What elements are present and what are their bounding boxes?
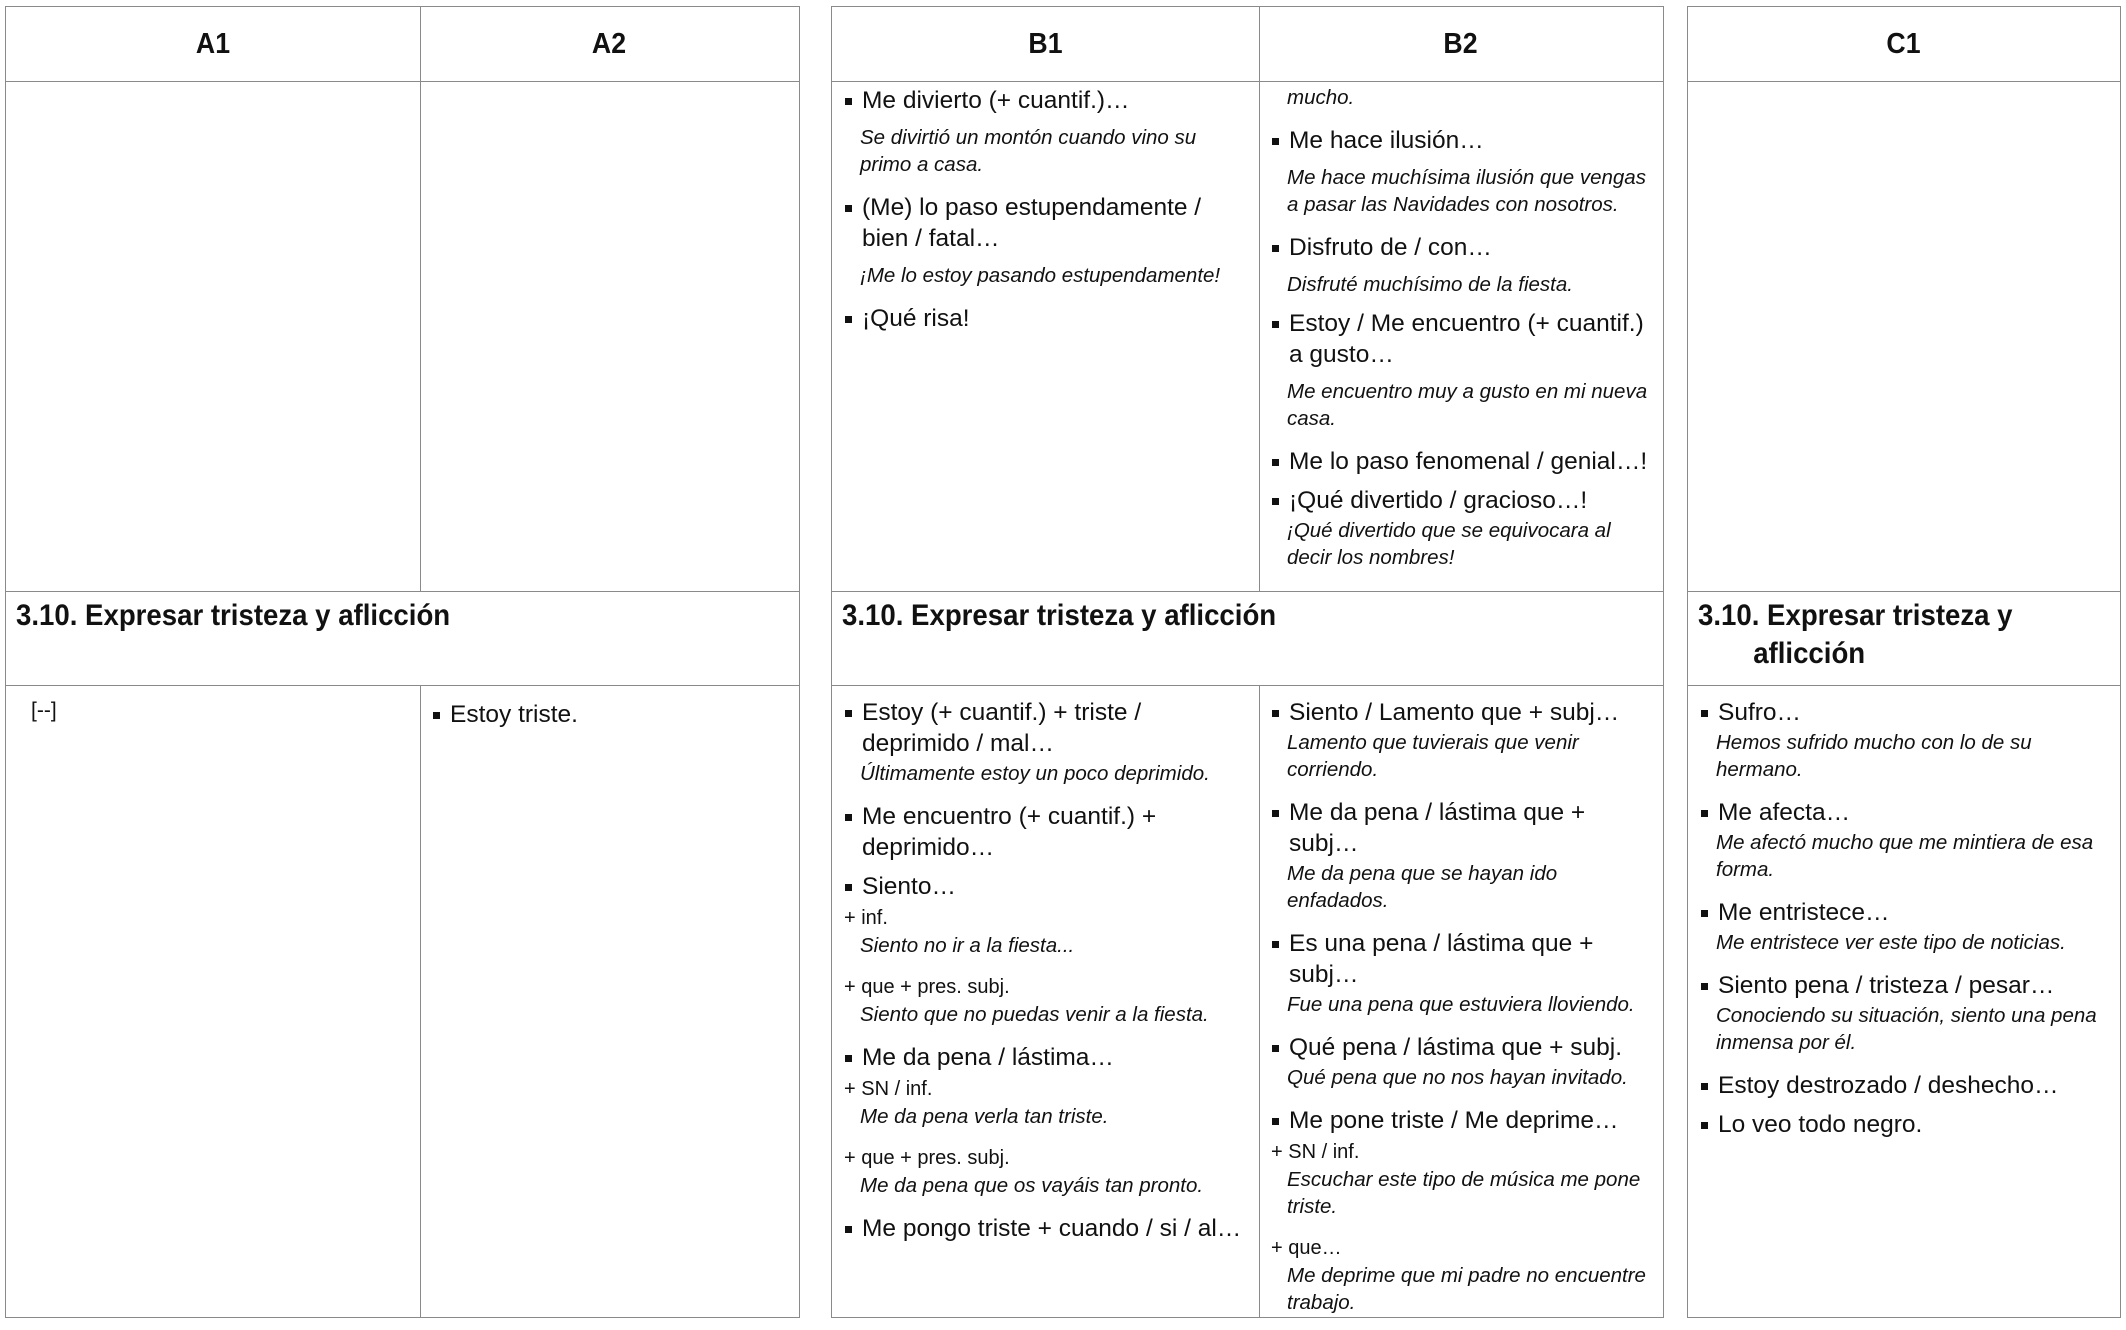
example-text: Me afectó mucho que me mintiera de esa forma. bbox=[1716, 831, 2094, 881]
example-text: Conociendo su situación, siento una pena inmensa por él. bbox=[1716, 1004, 2097, 1054]
example-text: mucho. bbox=[1287, 86, 1355, 109]
list-item: Siento pena / tristeza / pesar… bbox=[1698, 970, 2108, 1001]
row-divider bbox=[1688, 685, 2120, 686]
column-divider bbox=[420, 7, 421, 591]
column-divider bbox=[1259, 685, 1260, 1317]
list-item: Me lo paso fenomenal / genial…! bbox=[1269, 446, 1654, 477]
section-title: 3.10. Expresar tristeza y aflicción bbox=[842, 599, 1277, 632]
header-divider bbox=[832, 81, 1663, 82]
list-item: Lo veo todo negro. bbox=[1698, 1109, 2108, 1140]
row-divider bbox=[832, 591, 1663, 592]
table-panel-a bbox=[5, 6, 800, 1318]
list-item: Qué pena / lástima que + subj. bbox=[1269, 1032, 1654, 1063]
list-item: Estoy destrozado / deshecho… bbox=[1698, 1070, 2108, 1101]
list-item: ¡Qué divertido / gracioso…! bbox=[1269, 485, 1654, 516]
column-header-b1: B1 bbox=[1028, 27, 1063, 60]
example-text: Lamento que tuvierais que venir corriendo. bbox=[1287, 731, 1579, 781]
example-text: Me da pena que se hayan ido enfadados. bbox=[1287, 862, 1558, 912]
list-item: Me encuentro (+ cuantif.) + deprimido… bbox=[842, 801, 1247, 863]
example-text: Me encuentro muy a gusto en mi nueva casa. bbox=[1287, 380, 1648, 430]
row-divider bbox=[6, 591, 799, 592]
column-header-a2: A2 bbox=[591, 27, 627, 60]
list-item: Me entristece… bbox=[1698, 897, 2108, 928]
example-text: Últimamente estoy un poco deprimido. bbox=[860, 762, 1210, 785]
list-item: Me afecta… bbox=[1698, 797, 2108, 828]
header-divider bbox=[1688, 81, 2120, 82]
example-text: Qué pena que no nos hayan invitado. bbox=[1287, 1066, 1628, 1089]
list-item: Me pongo triste + cuando / si / al… bbox=[842, 1213, 1247, 1244]
example-text: Me entristece ver este tipo de noticias. bbox=[1716, 931, 2066, 954]
b1-top-cell bbox=[842, 85, 1247, 342]
list-item: ¡Qué risa! bbox=[842, 303, 1247, 334]
column-header-a1: A1 bbox=[195, 27, 231, 60]
list-item: Disfruto de / con… bbox=[1269, 232, 1654, 263]
row-divider bbox=[1688, 591, 2120, 592]
c1-bottom-cell bbox=[1698, 697, 2108, 1148]
list-item: Estoy (+ cuantif.) + triste / deprimido / mal… bbox=[842, 697, 1247, 759]
example-text: Escuchar este tipo de música me pone triste. bbox=[1287, 1168, 1641, 1218]
sub-pattern: + SN / inf. bbox=[1271, 1141, 1360, 1163]
list-item: Estoy / Me encuentro (+ cuantif.) a gusto… bbox=[1269, 308, 1654, 370]
sub-pattern: + que + pres. subj. bbox=[844, 1147, 1010, 1169]
list-item: Me da pena / lástima que + subj… bbox=[1269, 797, 1654, 859]
section-title bbox=[1698, 597, 2013, 673]
example-text: ¡Qué divertido que se equivocara al decir los nombres! bbox=[1287, 519, 1611, 569]
list-item: (Me) lo paso estupendamente / bien / fatal… bbox=[842, 192, 1247, 254]
example-text: Siento que no puedas venir a la fiesta. bbox=[860, 1003, 1209, 1026]
row-divider bbox=[832, 685, 1663, 686]
example-text: Me da pena verla tan triste. bbox=[860, 1105, 1109, 1128]
list-item: Me pone triste / Me deprime… bbox=[1269, 1105, 1654, 1136]
row-divider bbox=[6, 685, 799, 686]
example-text: Me hace muchísima ilusión que vengas a pasar las Navidades con nosotros. bbox=[1287, 166, 1646, 216]
section-title-line: 3.10. Expresar tristeza y bbox=[1698, 599, 2013, 632]
list-item: Siento… bbox=[842, 871, 1247, 902]
list-item: Sufro… bbox=[1698, 697, 2108, 728]
example-text: Me da pena que os vayáis tan pronto. bbox=[860, 1174, 1204, 1197]
table-panel-c bbox=[1687, 6, 2121, 1318]
list-item: Me hace ilusión… bbox=[1269, 125, 1654, 156]
list-item: Me divierto (+ cuantif.)… bbox=[842, 85, 1247, 116]
b1-bottom-cell bbox=[842, 697, 1247, 1252]
example-text: Siento no ir a la fiesta... bbox=[860, 934, 1075, 957]
table-panel-b bbox=[831, 6, 1664, 1318]
column-divider bbox=[1259, 7, 1260, 591]
b2-bottom-cell bbox=[1269, 697, 1654, 1330]
list-item: Me da pena / lástima… bbox=[842, 1042, 1247, 1073]
sub-pattern: + que + pres. subj. bbox=[844, 976, 1010, 998]
b2-top-cell bbox=[1269, 83, 1654, 585]
example-text: Disfruté muchísimo de la fiesta. bbox=[1287, 273, 1573, 296]
column-header-c1: C1 bbox=[1886, 27, 1921, 60]
section-title: 3.10. Expresar tristeza y aflicción bbox=[16, 599, 451, 632]
column-header-b2: B2 bbox=[1443, 27, 1478, 60]
example-text: Hemos sufrido mucho con lo de su hermano. bbox=[1716, 731, 2032, 781]
example-text: Fue una pena que estuviera lloviendo. bbox=[1287, 993, 1635, 1016]
example-text: Se divirtió un montón cuando vino su primo a casa. bbox=[860, 126, 1197, 176]
column-divider bbox=[420, 685, 421, 1317]
a1-cell bbox=[31, 697, 57, 725]
list-item: Es una pena / lástima que + subj… bbox=[1269, 928, 1654, 990]
example-text: ¡Me lo estoy pasando estupendamente! bbox=[860, 264, 1221, 287]
sub-pattern: + SN / inf. bbox=[844, 1078, 933, 1100]
sub-pattern: + inf. bbox=[844, 907, 888, 929]
list-item: Estoy triste. bbox=[430, 699, 790, 730]
a1-empty-marker: [--] bbox=[31, 699, 57, 722]
header-divider bbox=[6, 81, 799, 82]
sub-pattern: + que… bbox=[1271, 1237, 1342, 1259]
a2-cell bbox=[430, 699, 790, 738]
section-title-line: aflicción bbox=[1753, 637, 1866, 670]
example-text: Me deprime que mi padre no encuentre trabajo. bbox=[1287, 1264, 1646, 1314]
list-item: Siento / Lamento que + subj… bbox=[1269, 697, 1654, 728]
